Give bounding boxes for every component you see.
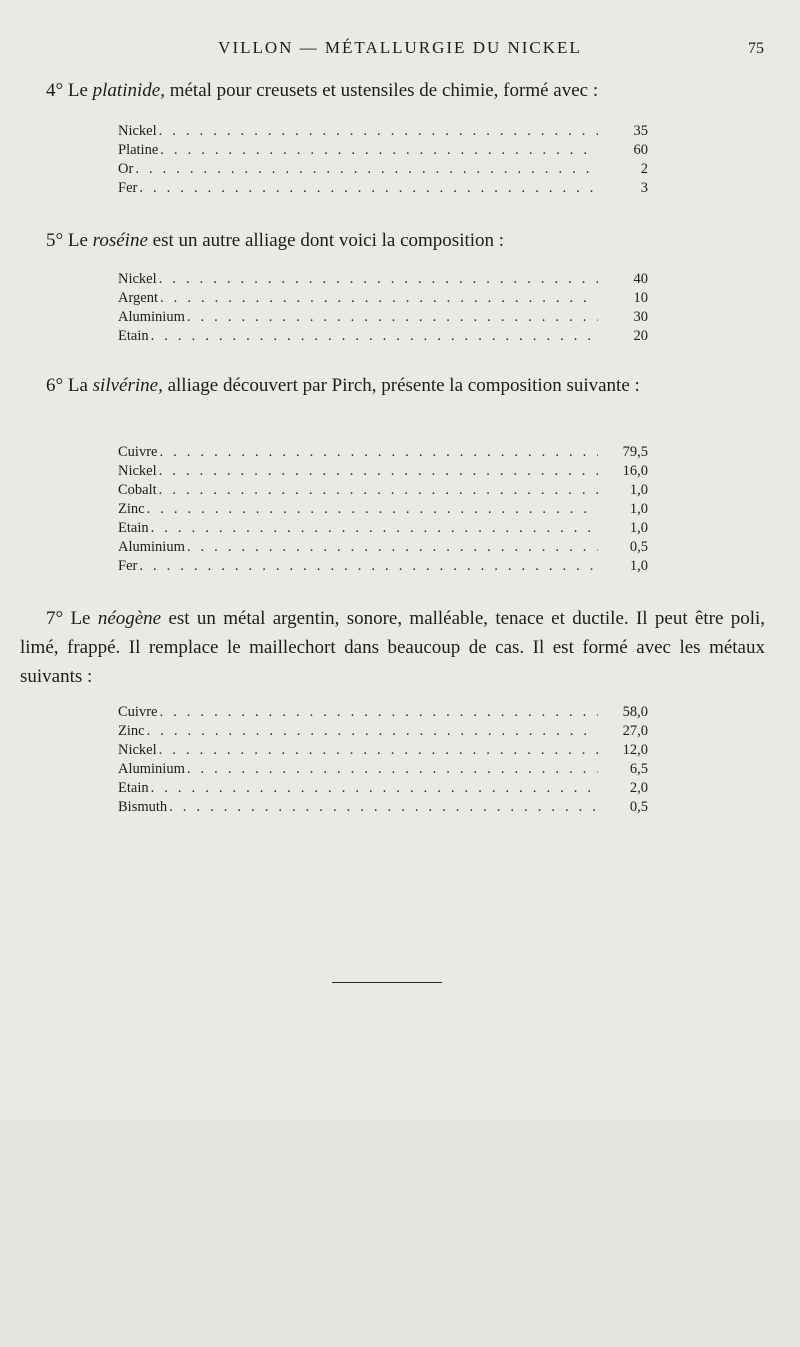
paragraph-platinide [20,77,765,104]
composition-table-roseine [118,270,648,346]
table-row [118,538,648,557]
metal-name: Etain [118,328,149,344]
dot-leader [159,462,598,481]
table-row [118,760,648,779]
paragraph-text: est un autre alliage dont voici la composition : [152,230,505,251]
table-row [118,270,648,289]
table-row [118,722,648,741]
metal-value: 60 [633,142,648,158]
metal-name: Nickel [118,123,157,139]
dot-leader [187,760,598,779]
table-row [118,462,648,481]
metal-value: 40 [633,271,648,287]
metal-name: Argent [118,290,159,306]
dot-leader [159,270,598,289]
metal-value: 1,0 [629,482,648,498]
article: Le [67,80,88,101]
table-row [118,308,648,327]
metal-name: Cobalt [118,482,157,498]
metal-value: 2 [640,161,648,177]
section-number: 6° [46,375,64,396]
dot-leader [139,179,598,198]
dot-leader [169,798,598,817]
table-row [118,798,648,817]
table-row [118,327,648,346]
alloy-name: roséine [92,230,148,251]
dot-leader [159,122,598,141]
alloy-name: néogène [97,608,162,629]
paragraph-neogene [20,604,765,691]
metal-value: 16,0 [622,463,648,479]
metal-name: Fer [118,180,138,196]
metal-value: 1,0 [629,520,648,536]
metal-value: 79,5 [622,444,648,460]
table-row [118,500,648,519]
running-title: VILLON — MÉTALLURGIE DU NICKEL [218,38,582,57]
dot-leader [160,141,598,160]
metal-value: 12,0 [622,742,648,758]
metal-value: 3 [640,180,648,196]
metal-value: 0,5 [629,799,648,815]
table-row [118,122,648,141]
section-end-rule [332,982,442,983]
table-row [118,141,648,160]
dot-leader [147,500,598,519]
metal-name: Or [118,161,134,177]
metal-name: Nickel [118,742,157,758]
dot-leader [187,538,598,557]
metal-name: Nickel [118,463,157,479]
article: Le [67,230,88,251]
metal-value: 0,5 [629,539,648,555]
metal-value: 20 [633,328,648,344]
metal-value: 27,0 [622,723,648,739]
metal-name: Etain [118,780,149,796]
metal-value: 1,0 [629,558,648,574]
metal-value: 6,5 [629,761,648,777]
dot-leader [187,308,598,327]
dot-leader [147,722,598,741]
table-row [118,519,648,538]
running-header [0,38,800,62]
table-row [118,741,648,760]
section-number: 4° [46,80,64,101]
metal-value: 35 [633,123,648,139]
alloy-name: silvérine, [92,375,163,396]
paragraph-roseine [20,227,765,254]
table-row [118,779,648,798]
table-row [118,160,648,179]
metal-name: Zinc [118,501,145,517]
paragraph-silverine [20,372,765,399]
metal-name: Cuivre [118,444,158,460]
section-number: 7° [46,608,64,629]
table-row [118,289,648,308]
composition-table-platinide [118,122,648,198]
article: La [67,375,88,396]
paragraph-text: alliage découvert par Pirch, présente la composition suivante : [167,375,640,396]
dot-leader [159,703,598,722]
metal-name: Fer [118,558,138,574]
metal-name: Nickel [118,271,157,287]
table-row [118,179,648,198]
metal-value: 10 [633,290,648,306]
metal-name: Aluminium [118,539,185,555]
metal-name: Aluminium [118,761,185,777]
metal-value: 1,0 [629,501,648,517]
metal-name: Platine [118,142,159,158]
metal-name: Bismuth [118,799,168,815]
article: Le [70,608,91,629]
dot-leader [151,779,598,798]
dot-leader [139,557,598,576]
dot-leader [151,327,598,346]
dot-leader [159,741,598,760]
composition-table-silverine [118,443,648,576]
dot-leader [151,519,598,538]
dot-leader [160,289,598,308]
paragraph-text: métal pour creusets et ustensiles de chimie, formé avec : [169,80,599,101]
dot-leader [159,481,598,500]
metal-name: Cuivre [118,704,158,720]
metal-name: Etain [118,520,149,536]
composition-table-neogene [118,703,648,817]
dot-leader [135,160,598,179]
table-row [118,703,648,722]
section-number: 5° [46,230,64,251]
page-number: 75 [748,40,764,57]
paragraph-text: est un métal argentin, sonore, malléable, tenace et ductile. Il peut être poli, limé, frappé. Il remplace le maillechort dans beaucoup de cas. Il est formé avec les métaux suivants : [20,608,766,687]
metal-name: Aluminium [118,309,185,325]
metal-value: 2,0 [629,780,648,796]
show-through-shading [0,1120,800,1347]
dot-leader [159,443,598,462]
metal-value: 58,0 [622,704,648,720]
metal-value: 30 [633,309,648,325]
table-row [118,443,648,462]
metal-name: Zinc [118,723,145,739]
table-row [118,557,648,576]
alloy-name: platinide, [92,80,165,101]
table-row [118,481,648,500]
